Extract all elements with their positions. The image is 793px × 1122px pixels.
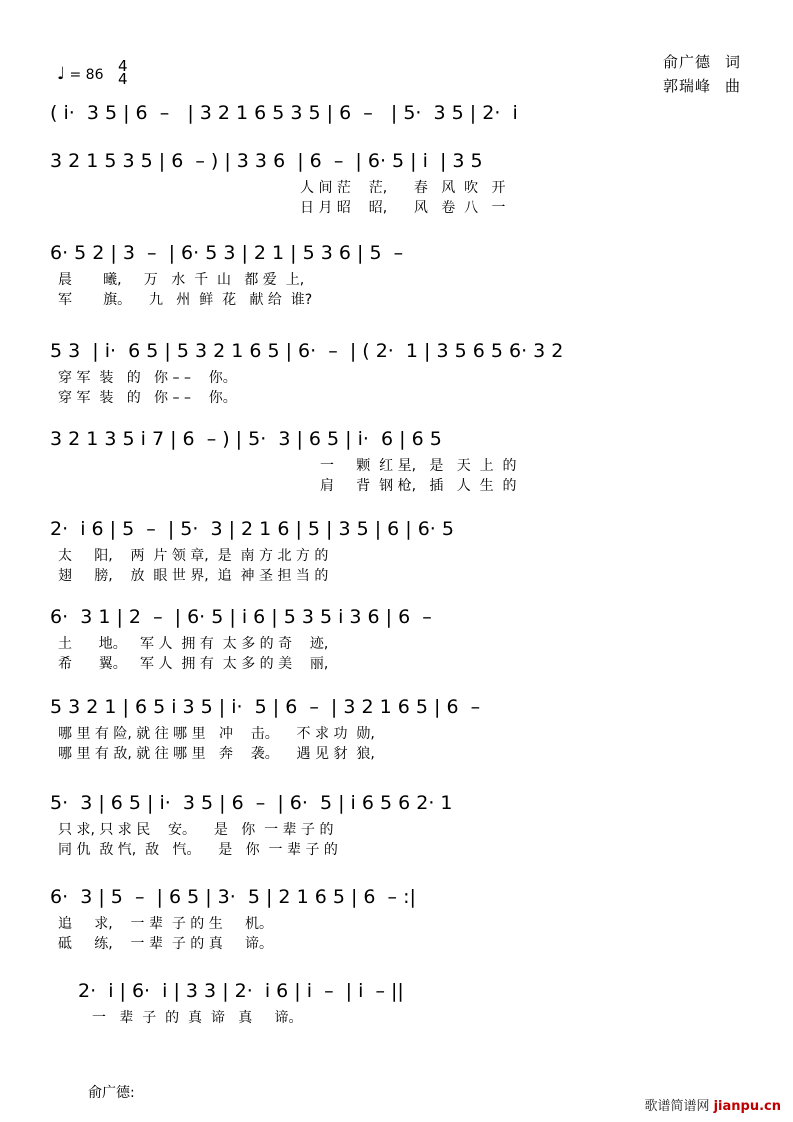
lyric-line-2: 希 翼。 军 人 拥 有 太 多 的 美 丽, <box>58 656 329 672</box>
lyric-line-1: 人 间 茫 茫, 春 风 吹 开 <box>300 180 506 196</box>
music-system <box>50 100 750 130</box>
music-system <box>50 148 750 218</box>
lyric-line-2: 军 旗。 九 州 鲜 花 献 给 谁? <box>58 292 313 308</box>
notation-line: 2· i 6 | 5 – | 5· 3 | 2 1 6 | 5 | 3 5 | 6 | 6· 5 <box>50 518 454 540</box>
credits-block <box>663 50 741 98</box>
lyric-line-2: 日 月 昭 昭, 风 卷 八 一 <box>300 200 506 216</box>
credit-composer-name: 郭瑞峰 <box>662 77 711 95</box>
lyric-line-2: 翅 膀, 放 眼 世 界, 追 神 圣 担 当 的 <box>58 568 329 584</box>
watermark-site: jianpu.cn <box>713 1099 781 1114</box>
notation-line: 6· 5 2 | 3 – | 6· 5 3 | 2 1 | 5 3 6 | 5 – <box>50 242 410 264</box>
lyric-line-1: 只 求, 只 求 民 安。 是 你 一 辈 子 的 <box>58 822 334 838</box>
lyric-line-2: 同 仇 敌 忾, 敌 忾。 是 你 一 辈 子 的 <box>58 842 338 858</box>
lyric-line-1: 哪 里 有 险, 就 往 哪 里 冲 击。 不 求 功 勋, <box>58 726 375 742</box>
credit-lyricist <box>663 50 741 74</box>
music-system <box>50 604 750 674</box>
notation-line: 3 2 1 5 3 5 | 6 – ) | 3 3 6 | 6 – | 6· 5 | i | 3 5 <box>50 150 483 172</box>
credit-lyricist-role: 词 <box>724 53 741 71</box>
music-system <box>50 884 750 954</box>
tempo-note-icon: ♩ <box>57 64 66 84</box>
notation-line: ( i· 3 5 | 6 – | 3 2 1 6 5 3 5 | 6 – | 5· 3 5 | 2· i <box>50 102 518 124</box>
tempo-bpm: 86 <box>85 67 104 83</box>
music-system <box>50 516 750 586</box>
notation-line: 2· i | 6· i | 3 3 | 2· i 6 | i – | i – || <box>78 980 404 1002</box>
footer-label: 俞广德: <box>88 1085 135 1101</box>
music-system <box>78 978 778 1028</box>
lyric-line-2: 穿 军 装 的 你 – – 你。 <box>58 390 237 406</box>
notation-line: 5 3 2 1 | 6 5 i 3 5 | i· 5 | 6 – | 3 2 1 6 5 | 6 – <box>50 696 487 718</box>
lyric-line-1: 晨 曦, 万 水 千 山 都 爱 上, <box>58 272 305 288</box>
notation-line: 6· 3 | 5 – | 6 5 | 3· 5 | 2 1 6 5 | 6 – :| <box>50 886 416 908</box>
music-system <box>50 694 750 764</box>
credit-composer <box>663 74 741 98</box>
notation-line: 6· 3 1 | 2 – | 6· 5 | i 6 | 5 3 5 i 3 6 | 6 – <box>50 606 438 628</box>
notation-line: 3 2 1 3 5 i 7 | 6 – ) | 5· 3 | 6 5 | i· 6 | 6 5 <box>50 428 442 450</box>
lyric-line-2: 哪 里 有 敌, 就 往 哪 里 奔 袭。 遇 见 豺 狼, <box>58 746 375 762</box>
lyric-line-2: 肩 背 钢 枪, 插 人 生 的 <box>320 478 517 494</box>
watermark-text: 歌谱简谱网 <box>644 1099 710 1114</box>
notation-line: 5 3 | i· 6 5 | 5 3 2 1 6 5 | 6· – | ( 2· 1 | 3 5 6 5 6· 3 2 <box>50 340 564 362</box>
tempo-equals: = <box>69 67 82 83</box>
music-system <box>50 240 750 310</box>
lyric-line-2: 砥 练, 一 辈 子 的 真 谛。 <box>58 936 274 952</box>
lyric-line-1: 追 求, 一 辈 子 的 生 机。 <box>58 916 274 932</box>
tempo-marking <box>57 64 104 84</box>
lyric-line-1: 一 颗 红 星, 是 天 上 的 <box>320 458 517 474</box>
music-system <box>50 426 750 496</box>
lyric-line-1: 一 辈 子 的 真 谛 真 谛。 <box>92 1010 303 1026</box>
watermark <box>644 1095 781 1114</box>
lyric-line-1: 太 阳, 两 片 领 章, 是 南 方 北 方 的 <box>58 548 329 564</box>
time-signature-numerator: 4 <box>118 57 128 75</box>
credit-lyricist-name: 俞广德 <box>662 53 711 71</box>
credit-composer-role: 曲 <box>724 77 741 95</box>
lyric-line-1: 穿 军 装 的 你 – – 你。 <box>58 370 237 386</box>
music-system <box>50 790 750 860</box>
time-signature-denominator: 4 <box>118 70 128 88</box>
music-system <box>50 338 750 408</box>
notation-line: 5· 3 | 6 5 | i· 3 5 | 6 – | 6· 5 | i 6 5 6 2· 1 <box>50 792 453 814</box>
lyric-line-1: 土 地。 军 人 拥 有 太 多 的 奇 迹, <box>58 636 329 652</box>
time-signature <box>118 57 128 88</box>
